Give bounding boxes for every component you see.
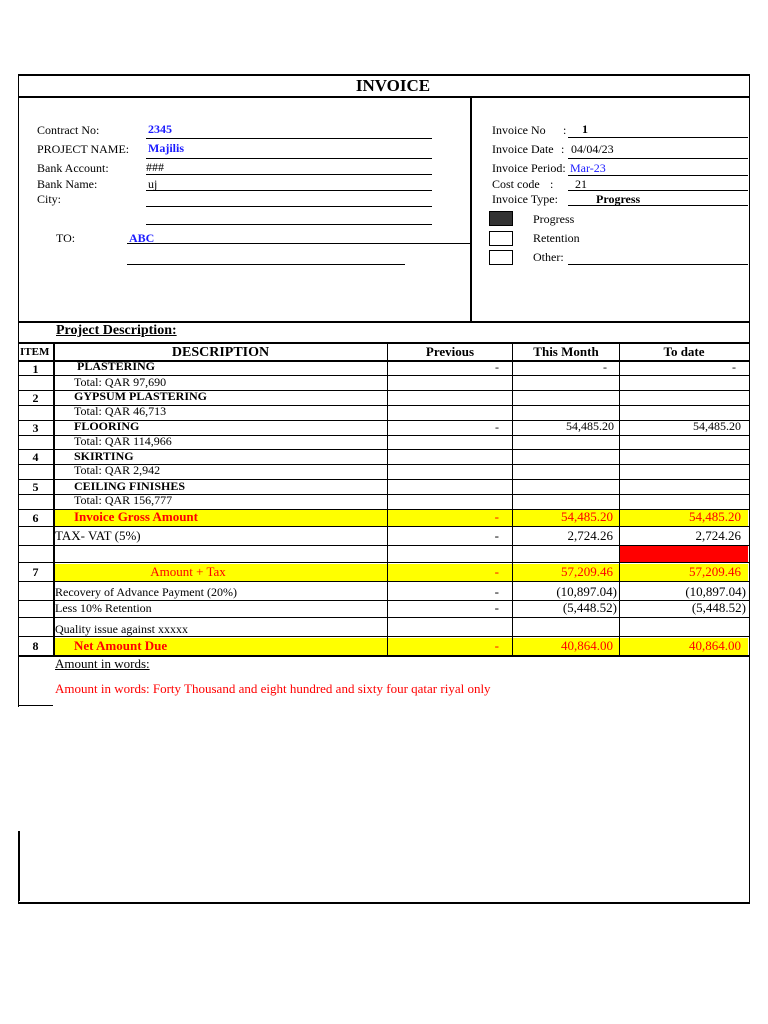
title-underline [18, 96, 749, 98]
bank-name-label: Bank Name: [37, 177, 98, 191]
to-value: ABC [129, 231, 155, 245]
item-total: Total: QAR 97,690 [74, 375, 167, 389]
project-description-label: Project Description: [56, 323, 177, 338]
item-no: 2 [32, 391, 39, 405]
invoice-type-value: Progress [596, 192, 641, 206]
invoice-date-label: Invoice Date [492, 142, 554, 156]
row-line [18, 636, 749, 637]
cost-code-value: 21 [575, 177, 587, 191]
to-line [127, 243, 470, 244]
item-total: Total: QAR 46,713 [74, 404, 167, 418]
contract-no-line [146, 138, 432, 139]
bank-account-label: Bank Account: [37, 161, 109, 175]
amount-in-words-label: Amount in words: [55, 656, 150, 671]
other-checkbox[interactable] [489, 250, 513, 265]
recovery-previous: - [494, 584, 499, 599]
project-desc-line [18, 342, 749, 344]
gross-label: Invoice Gross Amount [74, 509, 198, 524]
invoice-date-sep: : [561, 142, 565, 156]
bank-name-line [146, 190, 432, 191]
retention-this-month: (5,448.52) [562, 600, 617, 615]
bank-account-value: ### [146, 160, 164, 174]
cost-code-sep: : [550, 177, 554, 191]
to-line-2 [127, 264, 405, 265]
invoice-date-value: 04/04/23 [571, 142, 614, 156]
cost-code-line [568, 190, 748, 191]
progress-checkbox[interactable] [489, 211, 513, 226]
net-previous: - [494, 638, 499, 653]
invoice-type-label: Invoice Type: [492, 192, 558, 206]
item-name: SKIRTING [74, 449, 134, 463]
amount-tax-this-month: 57,209.46 [561, 564, 613, 579]
vat-to-date: 2,724.26 [695, 528, 741, 543]
invoice-period-line [568, 175, 748, 176]
progress-option-label: Progress [533, 212, 575, 226]
item-no: 4 [32, 450, 39, 464]
item-previous: - [495, 420, 499, 434]
net-label: Net Amount Due [74, 638, 168, 653]
item-name: PLASTERING [77, 359, 156, 373]
amount-tax-item-no: 7 [32, 565, 39, 579]
row-line [18, 526, 749, 527]
bank-name-value: uj [148, 177, 158, 191]
invoice-title: INVOICE [355, 76, 431, 95]
item-total: Total: QAR 156,777 [74, 493, 173, 507]
quality-label: Quality issue against xxxxx [55, 622, 188, 636]
to-date-header: To date [663, 344, 705, 359]
amount-tax-to-date: 57,209.46 [689, 564, 741, 579]
this-month-header: This Month [533, 344, 599, 359]
item-previous: - [495, 360, 499, 374]
invoice-no-value: 1 [582, 122, 588, 136]
invoice-period-label: Invoice Period: [492, 161, 566, 175]
recovery-to-date: (10,897.04) [685, 584, 746, 599]
other-option-label: Other: [533, 250, 564, 264]
bank-account-line [146, 174, 432, 175]
vat-red-cell [620, 545, 748, 562]
gross-this-month: 54,485.20 [561, 509, 613, 524]
retention-checkbox[interactable] [489, 231, 513, 246]
previous-header: Previous [425, 344, 475, 359]
contract-no-value: 2345 [148, 122, 172, 136]
invoice-no-label: Invoice No [492, 123, 546, 137]
invoice-type-line [568, 205, 748, 206]
city-label: City: [37, 192, 62, 206]
item-this-month: 54,485.20 [566, 419, 614, 433]
cost-code-label: Cost code [492, 177, 540, 191]
item-no: 5 [32, 480, 39, 494]
row-line [18, 562, 749, 563]
vat-label: TAX- VAT (5%) [55, 528, 141, 543]
frame-left-tail [18, 831, 20, 901]
row-line [18, 545, 749, 546]
city-line [146, 206, 432, 207]
item-name: CEILING FINISHES [74, 479, 186, 493]
invoice-date-line [568, 158, 748, 159]
to-label: TO: [56, 231, 76, 245]
item-total: Total: QAR 2,942 [74, 463, 161, 477]
project-name-label: PROJECT NAME: [37, 142, 130, 156]
retention-previous: - [494, 600, 499, 615]
words-bottom [18, 705, 53, 706]
amount-in-words: Amount in words: Forty Thousand and eight hundred and sixty four qatar riyal only [55, 681, 491, 696]
item-to-date: 54,485.20 [693, 419, 741, 433]
item-this-month: - [603, 360, 607, 374]
retention-label: Less 10% Retention [55, 601, 152, 615]
project-name-value: Majilis [148, 141, 184, 155]
city-line-2 [146, 224, 432, 225]
item-total: Total: QAR 114,966 [74, 434, 172, 448]
item-to-date: - [732, 360, 736, 374]
item-name: GYPSUM PLASTERING [74, 389, 208, 403]
retention-option-label: Retention [533, 231, 580, 245]
invoice-no-sep: : [563, 123, 567, 137]
item-header: ITEM [20, 346, 50, 358]
vat-previous: - [494, 528, 499, 543]
item-col-ext [18, 655, 19, 705]
header-divider [470, 97, 472, 322]
net-item-no: 8 [32, 639, 39, 653]
item-no: 1 [32, 362, 39, 376]
item-name: FLOORING [74, 419, 140, 433]
gross-to-date: 54,485.20 [689, 509, 741, 524]
recovery-label: Recovery of Advance Payment (20%) [55, 585, 237, 599]
net-to-date: 40,864.00 [689, 638, 741, 653]
invoice-no-line [568, 137, 748, 138]
gross-item-no: 6 [32, 511, 39, 525]
contract-no-label: Contract No: [37, 123, 100, 137]
description-header: DESCRIPTION [171, 345, 270, 360]
invoice-period-value: Mar-23 [570, 161, 606, 175]
other-line [568, 264, 748, 265]
gross-previous: - [494, 509, 499, 524]
retention-to-date: (5,448.52) [691, 600, 746, 615]
amount-tax-label: Amount + Tax [150, 564, 226, 579]
row-line [18, 581, 749, 582]
amount-tax-previous: - [494, 564, 499, 579]
recovery-this-month: (10,897.04) [556, 584, 617, 599]
net-this-month: 40,864.00 [561, 638, 613, 653]
frame-gap [17, 707, 21, 831]
row-line [18, 617, 749, 618]
vat-this-month: 2,724.26 [567, 528, 613, 543]
project-name-line [146, 158, 432, 159]
item-no: 3 [32, 421, 39, 435]
